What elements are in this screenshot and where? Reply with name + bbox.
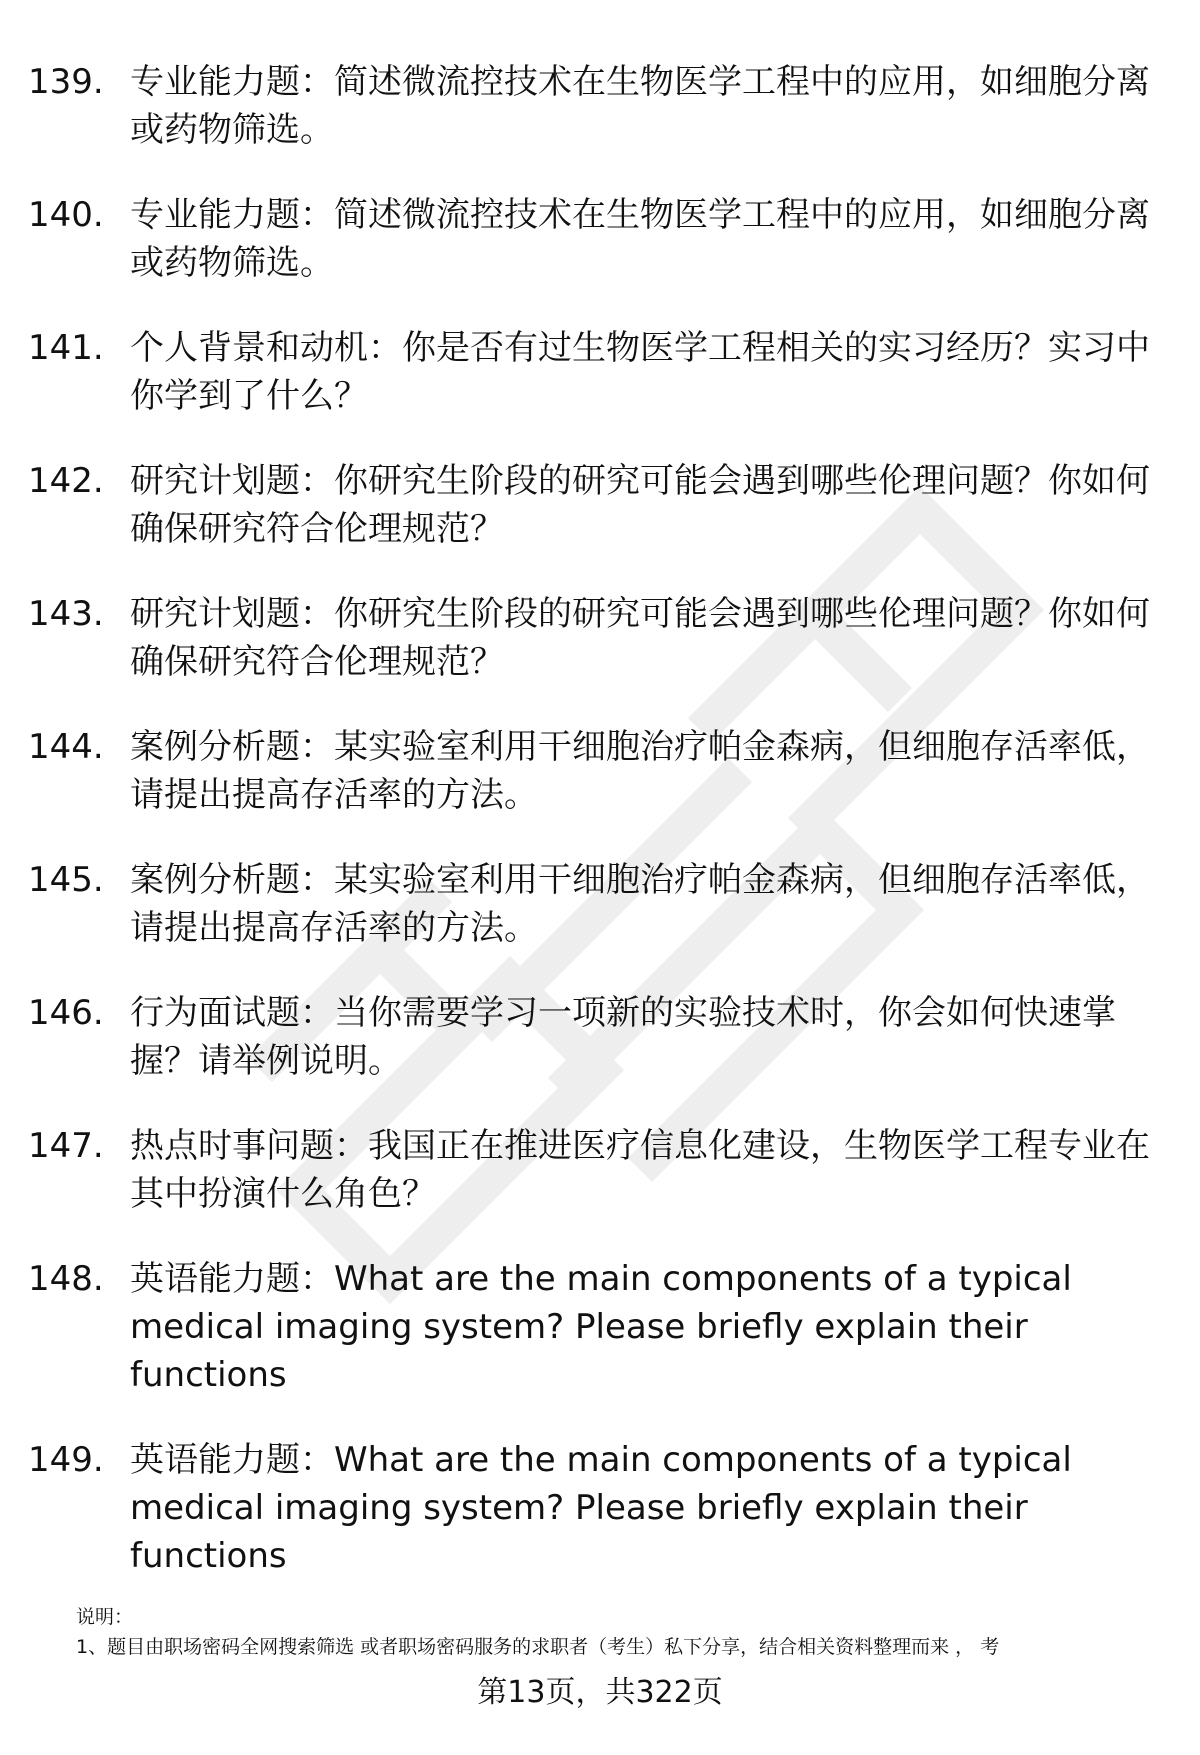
question-text: 专业能力题：简述微流控技术在生物医学工程中的应用，如细胞分离或药物筛选。 — [130, 62, 1150, 150]
question-text: 英语能力题：What are the main components of a typical medical imaging system? Please briefly explain their functions — [130, 1440, 1072, 1576]
question-number: 140. — [28, 195, 104, 235]
question-list — [28, 58, 1158, 1617]
question-text: 研究计划题：你研究生阶段的研究可能会遇到哪些伦理问题？你如何确保研究符合伦理规范？ — [130, 461, 1150, 549]
question-item — [28, 58, 1158, 154]
question-number: 139. — [28, 62, 104, 102]
question-text: 研究计划题：你研究生阶段的研究可能会遇到哪些伦理问题？你如何确保研究符合伦理规范？ — [130, 594, 1150, 682]
question-item — [28, 856, 1158, 952]
question-text: 英语能力题：What are the main components of a typical medical imaging system? Please briefly explain their functions — [130, 1259, 1072, 1395]
question-item — [28, 989, 1158, 1085]
question-number: 144. — [28, 727, 104, 767]
question-item — [28, 324, 1158, 420]
question-text: 专业能力题：简述微流控技术在生物医学工程中的应用，如细胞分离或药物筛选。 — [130, 195, 1150, 283]
question-number: 141. — [28, 328, 104, 368]
question-text: 个人背景和动机：你是否有过生物医学工程相关的实习经历？实习中你学到了什么？ — [130, 328, 1150, 416]
question-text: 热点时事问题：我国正在推进医疗信息化建设，生物医学工程专业在其中扮演什么角色？ — [130, 1126, 1150, 1214]
question-item — [28, 723, 1158, 819]
question-text: 案例分析题：某实验室利用干细胞治疗帕金森病，但细胞存活率低，请提出提高存活率的方法。 — [130, 860, 1150, 948]
question-number: 142. — [28, 461, 104, 501]
question-number: 146. — [28, 993, 104, 1033]
question-text: 案例分析题：某实验室利用干细胞治疗帕金森病，但细胞存活率低，请提出提高存活率的方法。 — [130, 727, 1150, 815]
question-number: 143. — [28, 594, 104, 634]
footer-note-line: 1、题目由职场密码全网搜索筛选 或者职场密码服务的求职者（考生）私下分享，结合相关资料整理而来 ， 考 — [76, 1636, 1000, 1658]
question-item — [28, 191, 1158, 287]
question-number: 149. — [28, 1440, 104, 1480]
question-item — [28, 1436, 1158, 1580]
question-item — [28, 457, 1158, 553]
question-item — [28, 1122, 1158, 1218]
question-number: 145. — [28, 860, 104, 900]
question-item — [28, 590, 1158, 686]
question-item — [28, 1255, 1158, 1399]
question-text: 行为面试题：当你需要学习一项新的实验技术时，你会如何快速掌握？请举例说明。 — [130, 993, 1116, 1081]
page-number: 第13页，共322页 — [477, 1675, 723, 1710]
footer-note-title: 说明： — [76, 1606, 134, 1628]
question-number: 148. — [28, 1259, 104, 1299]
question-number: 147. — [28, 1126, 104, 1166]
footer-note — [76, 1602, 1176, 1662]
